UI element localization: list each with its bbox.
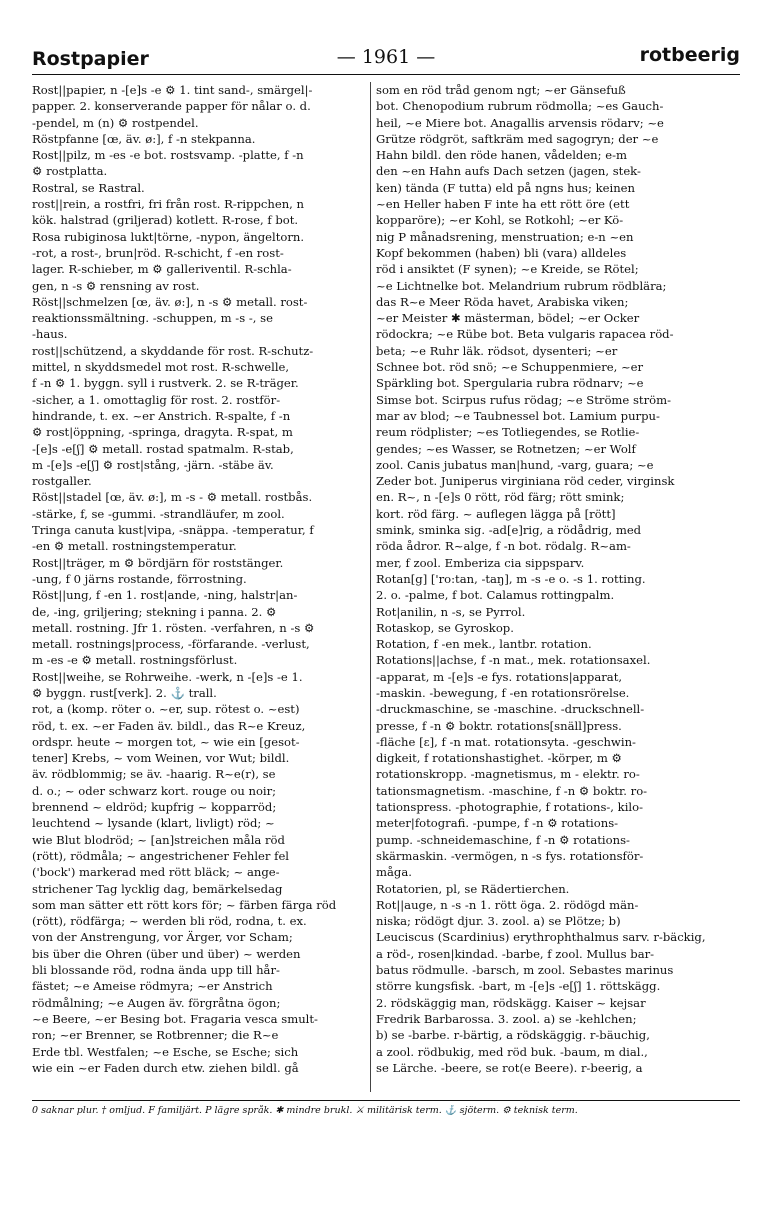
dictionary-line: Spärkling bot. Spergularia rubra rödnarv; ~e <box>376 376 644 391</box>
dictionary-line: Leuciscus (Scardinius) erythrophthalmus sarv. r-bäckig, <box>376 930 706 945</box>
dictionary-line: Rot||auge, n -s -n 1. rött öga. 2. rödögd män- <box>376 897 639 912</box>
column-divider <box>370 82 371 1092</box>
dictionary-line: pump. -schneidemaschine, f -n ⚙ rotations- <box>376 832 630 847</box>
dictionary-line: ⚙ byggn. rust[verk]. 2. ⚓ trall. <box>32 685 217 700</box>
dictionary-line: röd, t. ex. ~er Faden äv. bildl., das R~e Kreuz, <box>32 718 306 733</box>
dictionary-line: ~er Meister ✱ mästerman, bödel; ~er Ocker <box>376 311 640 326</box>
dictionary-line: rost||rein, a rostfri, fri från rost. R-rippchen, n <box>32 197 305 212</box>
dictionary-line: (rött), rödfärga; ~ werden bli röd, rodna, t. ex. <box>32 914 307 929</box>
dictionary-line: Rotations||achse, f -n mat., mek. rotationsaxel. <box>376 653 651 668</box>
dictionary-line: -stärke, f, se -gummi. -strandläufer, m zool. <box>32 506 285 521</box>
dictionary-line: måga. <box>376 865 412 880</box>
header-left-guideword: Rostpapier <box>32 48 149 70</box>
dictionary-line: brennend ~ eldröd; kupfrig ~ kopparröd; <box>32 800 277 815</box>
dictionary-line: större kungsfisk. -bart, m -[e]s -e[ʃ] 1. röttskägg. <box>376 979 661 994</box>
dictionary-line: m -[e]s -e[ʃ] ⚙ rost|stång, -järn. -stäbe äv. <box>32 457 274 472</box>
dictionary-line: Erde tbl. Westfalen; ~e Esche, se Esche; sich <box>32 1044 299 1059</box>
dictionary-line: gen, n -s ⚙ rensning av rost. <box>32 278 200 293</box>
dictionary-line: Zeder bot. Juniperus virginiana röd ceder, virginsk <box>376 474 675 489</box>
dictionary-line: Simse bot. Scirpus rufus rödag; ~e Ströme ström- <box>376 392 672 407</box>
dictionary-line: Grütze rödgröt, saftkräm med sagogryn; der ~e <box>376 131 659 146</box>
dictionary-line: bli blossande röd, rodna ända upp till hår- <box>32 963 280 978</box>
dictionary-line: 2. o. -palme, f bot. Calamus rottingpalm. <box>376 588 615 603</box>
abbreviation-legend: 0 saknar plur. † omljud. F familjärt. P lägre språk. ✱ mindre brukl. ⚔ militärisk term. ⚓ sjöterm. ⚙ teknisk term. <box>32 1105 578 1116</box>
dictionary-line: wie Blut blodröd; ~ [an]streichen måla röd <box>32 832 285 847</box>
dictionary-line: de, -ing, griljering; stekning i panna. 2. ⚙ <box>32 604 277 619</box>
dictionary-line: gendes; ~es Wasser, se Rotnetzen; ~er Wolf <box>376 441 636 456</box>
dictionary-line: reum rödplister; ~es Totliegendes, se Rotlie- <box>376 425 640 440</box>
dictionary-line: Rost||träger, m ⚙ bördjärn för roststänger. <box>32 555 284 570</box>
dictionary-line: tener] Krebs, ~ vom Weinen, vor Wut; bildl. <box>32 751 290 766</box>
dictionary-line: a zool. rödbukig, med röd buk. -baum, m dial., <box>376 1044 648 1059</box>
dictionary-line: f -n ⚙ 1. byggn. syll i rustverk. 2. se R-träger. <box>32 376 299 391</box>
dictionary-line: rödockra; ~e Rübe bot. Beta vulgaris rapacea röd- <box>376 327 674 342</box>
header-right-guideword: rotbeerig <box>639 44 740 66</box>
dictionary-line: röd i ansiktet (F synen); ~e Kreide, se Rötel; <box>376 262 639 277</box>
dictionary-line: Röstpfanne [œ, äv. ø:], f -n stekpanna. <box>32 131 256 146</box>
dictionary-line: Rotatorien, pl, se Rädertierchen. <box>376 881 570 896</box>
dictionary-line: -rot, a rost-, brun|röd. R-schicht, f -en rost- <box>32 245 284 260</box>
dictionary-line: Röst||ung, f -en 1. rost|ande, -ning, halstr|an- <box>32 588 298 603</box>
dictionary-line: rödmålning; ~e Augen äv. förgråtna ögon; <box>32 995 281 1010</box>
dictionary-line: Rost||weihe, se Rohrweihe. -werk, n -[e]s -e 1. <box>32 669 303 684</box>
dictionary-line: Hahn bildl. den röde hanen, vådelden; e-m <box>376 148 628 163</box>
dictionary-line: tationspress. -photographie, f rotations-, kilo- <box>376 800 644 815</box>
footer-rule <box>32 1100 740 1101</box>
dictionary-line: von der Anstrengung, vor Ärger, vor Scham; <box>32 930 293 945</box>
dictionary-line: den ~en Hahn aufs Dach setzen (jagen, stek- <box>376 164 641 179</box>
dictionary-line: Fredrik Barbarossa. 3. zool. a) se -kehlchen; <box>376 1011 637 1026</box>
dictionary-line: ordspr. heute ~ morgen tot, ~ wie ein [gesot- <box>32 734 300 749</box>
left-column <box>32 82 368 1076</box>
dictionary-line: leuchtend ~ lysande (klart, livligt) röd; ~ <box>32 816 275 831</box>
dictionary-line: röda ådror. R~alge, f -n bot. rödalg. R~am- <box>376 539 631 554</box>
dictionary-line: -fläche [ɛ], f -n mat. rotationsyta. -geschwin- <box>376 734 636 749</box>
dictionary-line: ~e Beere, ~er Besing bot. Fragaria vesca smult- <box>32 1011 318 1026</box>
dictionary-line: rostgaller. <box>32 474 92 489</box>
dictionary-line: wie ein ~er Faden durch etw. ziehen bildl. gå <box>32 1060 299 1075</box>
dictionary-line: Rotaskop, se Gyroskop. <box>376 620 514 635</box>
dictionary-line: lager. R-schieber, m ⚙ galleriventil. R-schla- <box>32 262 292 277</box>
right-column <box>376 82 728 1076</box>
dictionary-line: Tringa canuta kust|vipa, -snäppa. -temperatur, f <box>32 523 314 538</box>
dictionary-line: -ung, f 0 järns rostande, förrostning. <box>32 571 247 586</box>
dictionary-line: niska; rödögt djur. 3. zool. a) se Plötze; b) <box>376 914 621 929</box>
dictionary-line: skärmaskin. -vermögen, n -s fys. rotationsför- <box>376 848 644 863</box>
dictionary-line: Rost||papier, n -[e]s -e ⚙ 1. tint sand-, smärgel|- <box>32 83 313 97</box>
dictionary-line: rot, a (komp. röter o. ~er, sup. rötest o. ~est) <box>32 702 300 717</box>
dictionary-line: reaktionssmältning. -schuppen, m -s -, se <box>32 311 273 326</box>
dictionary-line: äv. rödblommig; se äv. -haarig. R~e(r), se <box>32 767 276 782</box>
dictionary-line: Röst||schmelzen [œ, äv. ø:], n -s ⚙ metall. rost- <box>32 294 308 309</box>
dictionary-line: -maskin. -bewegung, f -en rotationsrörelse. <box>376 685 630 700</box>
dictionary-line: zool. Canis jubatus man|hund, -varg, guara; ~e <box>376 457 654 472</box>
dictionary-line: Röst||stadel [œ, äv. ø:], m -s - ⚙ metall. rostbås. <box>32 490 313 505</box>
dictionary-line: das R~e Meer Röda havet, Arabiska viken; <box>376 294 629 309</box>
dictionary-line: Schnee bot. röd snö; ~e Schuppenmiere, ~er <box>376 360 644 375</box>
dictionary-line: ⚙ rost|öppning, -springa, dragyta. R-spat, m <box>32 425 293 440</box>
dictionary-line: heil, ~e Miere bot. Anagallis arvensis rödarv; ~e <box>376 115 664 130</box>
dictionary-line: -en ⚙ metall. rostningstemperatur. <box>32 539 237 554</box>
dictionary-line: som man sätter ett rött kors för; ~ färben färga röd <box>32 897 337 912</box>
dictionary-line: 2. rödskäggig man, rödskägg. Kaiser ~ kejsar <box>376 995 646 1010</box>
dictionary-line: (rött), rödmåla; ~ angestrichener Fehler fel <box>32 848 290 863</box>
dictionary-line: rotationskropp. -magnetismus, m - elektr. ro- <box>376 767 640 782</box>
dictionary-line: strichener Tag lycklig dag, bemärkelsedag <box>32 881 283 896</box>
dictionary-line: beta; ~e Ruhr läk. rödsot, dysenteri; ~er <box>376 343 618 358</box>
dictionary-line: mittel, n skyddsmedel mot rost. R-schwelle, <box>32 360 290 375</box>
dictionary-line: a röd-, rosen|kindad. -barbe, f zool. Mullus bar- <box>376 946 655 961</box>
dictionary-line: m -es -e ⚙ metall. rostningsförlust. <box>32 653 238 668</box>
dictionary-line: b) se -barbe. r-bärtig, a rödskäggig. r-bäuchig, <box>376 1028 650 1043</box>
dictionary-line: kopparöre); ~er Kohl, se Rotkohl; ~er Kö- <box>376 213 624 228</box>
dictionary-line: papper. 2. konserverande papper för nålar o. d. <box>32 99 311 114</box>
dictionary-line: Rostral, se Rastral. <box>32 180 145 195</box>
dictionary-line: -apparat, m -[e]s -e fys. rotations|apparat, <box>376 669 623 684</box>
dictionary-line: Kopf bekommen (haben) bli (vara) alldeles <box>376 245 627 260</box>
dictionary-line: batus rödmulle. -barsch, m zool. Sebastes marinus <box>376 963 674 978</box>
dictionary-line: kök. halstrad (griljerad) kotlett. R-rose, f bot. <box>32 213 299 228</box>
dictionary-line: bis über die Ohren (über und über) ~ werden <box>32 946 301 961</box>
dictionary-line: meter|fotografi. -pumpe, f -n ⚙ rotations- <box>376 816 619 831</box>
dictionary-line: rost||schützend, a skyddande för rost. R-schutz- <box>32 343 314 358</box>
dictionary-line: mer, f zool. Emberiza cia sippsparv. <box>376 555 585 570</box>
dictionary-line: presse, f -n ⚙ boktr. rotations[snäll]press. <box>376 718 622 733</box>
dictionary-line: fästet; ~e Ameise rödmyra; ~er Anstrich <box>32 979 273 994</box>
dictionary-line: som en röd tråd genom ngt; ~er Gänsefuß <box>376 83 626 97</box>
dictionary-line: nig P månadsrening, menstruation; e-n ~en <box>376 229 634 244</box>
dictionary-line: digkeit, f rotationshastighet. -körper, m ⚙ <box>376 751 622 766</box>
dictionary-line: ~e Lichtnelke bot. Melandrium rubrum rödblära; <box>376 278 667 293</box>
dictionary-line: -pendel, m (n) ⚙ rostpendel. <box>32 115 199 130</box>
dictionary-line: Rost||pilz, m -es -e bot. rostsvamp. -platte, f -n <box>32 148 304 163</box>
header-rule <box>32 74 740 75</box>
dictionary-line: -druckmaschine, se -maschine. -druckschnell- <box>376 702 645 717</box>
dictionary-line: metall. rostning. Jfr 1. rösten. -verfahren, n -s ⚙ <box>32 620 315 635</box>
dictionary-line: bot. Chenopodium rubrum rödmolla; ~es Gauch- <box>376 99 664 114</box>
dictionary-line: tationsmagnetism. -maschine, f -n ⚙ boktr. ro- <box>376 783 648 798</box>
dictionary-line: -haus. <box>32 327 68 342</box>
page-number: — 1961 — <box>336 46 436 68</box>
dictionary-line: d. o.; ~ oder schwarz kort. rouge ou noir; <box>32 783 277 798</box>
dictionary-line: ron; ~er Brenner, se Rotbrenner; die R~e <box>32 1028 279 1043</box>
page-header <box>32 40 740 70</box>
dictionary-line: ken) tända (F tutta) eld på ngns hus; keinen <box>376 180 635 195</box>
dictionary-line: -sicher, a 1. omottaglig för rost. 2. rostför- <box>32 392 281 407</box>
dictionary-line: se Lärche. -beere, se rot(e Beere). r-beerig, a <box>376 1060 643 1075</box>
dictionary-line: mar av blod; ~e Taubnessel bot. Lamium purpu- <box>376 408 660 423</box>
dictionary-line: hindrande, t. ex. ~er Anstrich. R-spalte, f -n <box>32 408 291 423</box>
dictionary-line: Rosa rubiginosa lukt|törne, -nypon, ängeltorn. <box>32 229 305 244</box>
dictionary-line: en. R~, n -[e]s 0 rött, röd färg; rött smink; <box>376 490 625 505</box>
dictionary-line: ~en Heller haben F inte ha ett rött öre (ett <box>376 197 630 212</box>
dictionary-line: kort. röd färg. ~ auflegen lägga på [rött] <box>376 506 616 521</box>
dictionary-line: ('bock') markerad med rött bläck; ~ ange- <box>32 865 280 880</box>
dictionary-line: Rotation, f -en mek., lantbr. rotation. <box>376 637 592 652</box>
dictionary-line: Rot|anilin, n -s, se Pyrrol. <box>376 604 526 619</box>
dictionary-line: Rotan[g] ['ro:tan, -taŋ], m -s -e o. -s 1. rotting. <box>376 571 646 586</box>
dictionary-line: metall. rostnings|process, -förfarande. -verlust, <box>32 637 310 652</box>
dictionary-line: -[e]s -e[ʃ] ⚙ metall. rostad spatmalm. R-stab, <box>32 441 294 456</box>
dictionary-line: ⚙ rostplatta. <box>32 164 108 179</box>
dictionary-line: smink, sminka sig. -ad[e]rig, a rödådrig, med <box>376 523 642 538</box>
